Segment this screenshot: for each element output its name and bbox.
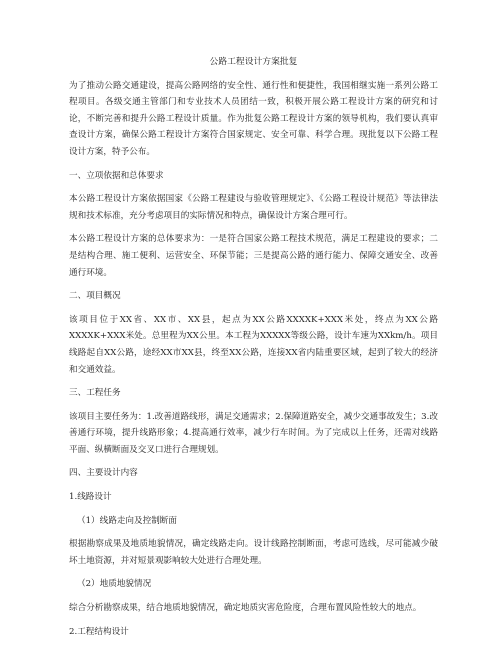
route-direction-paragraph: 根据勘察成果及地质地貌情况，确定线路走向。设计线路控制断面，考虑可选线，尽可能减少破坏土地资源，并对短景观影响较大处进行合理处理。 <box>69 539 438 566</box>
section-3-heading: 三、工程任务 <box>69 388 121 399</box>
section-1-heading: 一、立项依据和总体要求 <box>69 170 164 181</box>
section-3-paragraph: 该项目主要任务为：1.改善道路线形，满足交通需求；2.保障道路安全，减少交通事故发生；3.改善通行环境，提升线路形象；4.提高通行效率，减少行车时间。为了完成以上任务，还需对线路平面、纵横断面及交叉口进行合理规划。 <box>69 411 438 455</box>
item-geology: （2）地质地貌情况 <box>77 579 152 590</box>
section-1-paragraph-1: 本公路工程设计方案依据国家《公路工程建设与验收管理规定》、《公路工程设计规范》等法律法规和技术标准，充分考虑项目的实际情况和特点，确保设计方案合理可行。 <box>69 194 438 221</box>
document-body <box>69 54 438 647</box>
document-title: 公路工程设计方案批复 <box>209 57 298 67</box>
item-route-direction: （1）线路走向及控制断面 <box>77 515 177 526</box>
subsection-structure-design: 2.工程结构设计 <box>69 626 129 637</box>
geology-paragraph: 综合分析勘察成果，结合地质地貌情况，确定地质灾害危险度，合理布置风险性较大的地点。 <box>69 603 422 614</box>
subsection-route-design: 1.线路设计 <box>69 492 112 503</box>
section-2-heading: 二、项目概况 <box>69 291 121 302</box>
intro-paragraph: 为了推动公路交通建设，提高公路网络的安全性、通行性和便捷性，我国相继实施一系列公路工程项目。各级交通主管部门和专业技术人员团结一致，积极开展公路工程设计方案的研究和讨论，不断完善和提升公路工程设计质量。作为批复公路工程设计方案的领导机构，我们要认真审查设计方案，确保公路工程设计方案符合国家规定、安全可靠、科学合理。现批复以下公路工程设计方案，特予公布。 <box>69 80 438 157</box>
section-2-paragraph: 该项目位于XX省、XX市、XX县，起点为XX公路XXXXK+XXX米处，终点为XX公路XXXXK+XXX米处。总里程为XX公里。本工程为XXXXX等级公路，设计车速为XXkm/h。项目线路起自XX公路，途经XX市XX县，终至XX公路，连接XX省内陆重要区域，起到了较大的经济和交通效益。 <box>69 314 438 375</box>
section-4-heading: 四、主要设计内容 <box>69 468 138 479</box>
section-1-paragraph-2: 本公路工程设计方案的总体要求为：一是符合国家公路工程技术规范，满足工程建设的要求；二是结构合理、施工便利、运营安全、环保节能；三是提高公路的通行能力、保障交通安全、改善通行环境。 <box>69 234 438 278</box>
